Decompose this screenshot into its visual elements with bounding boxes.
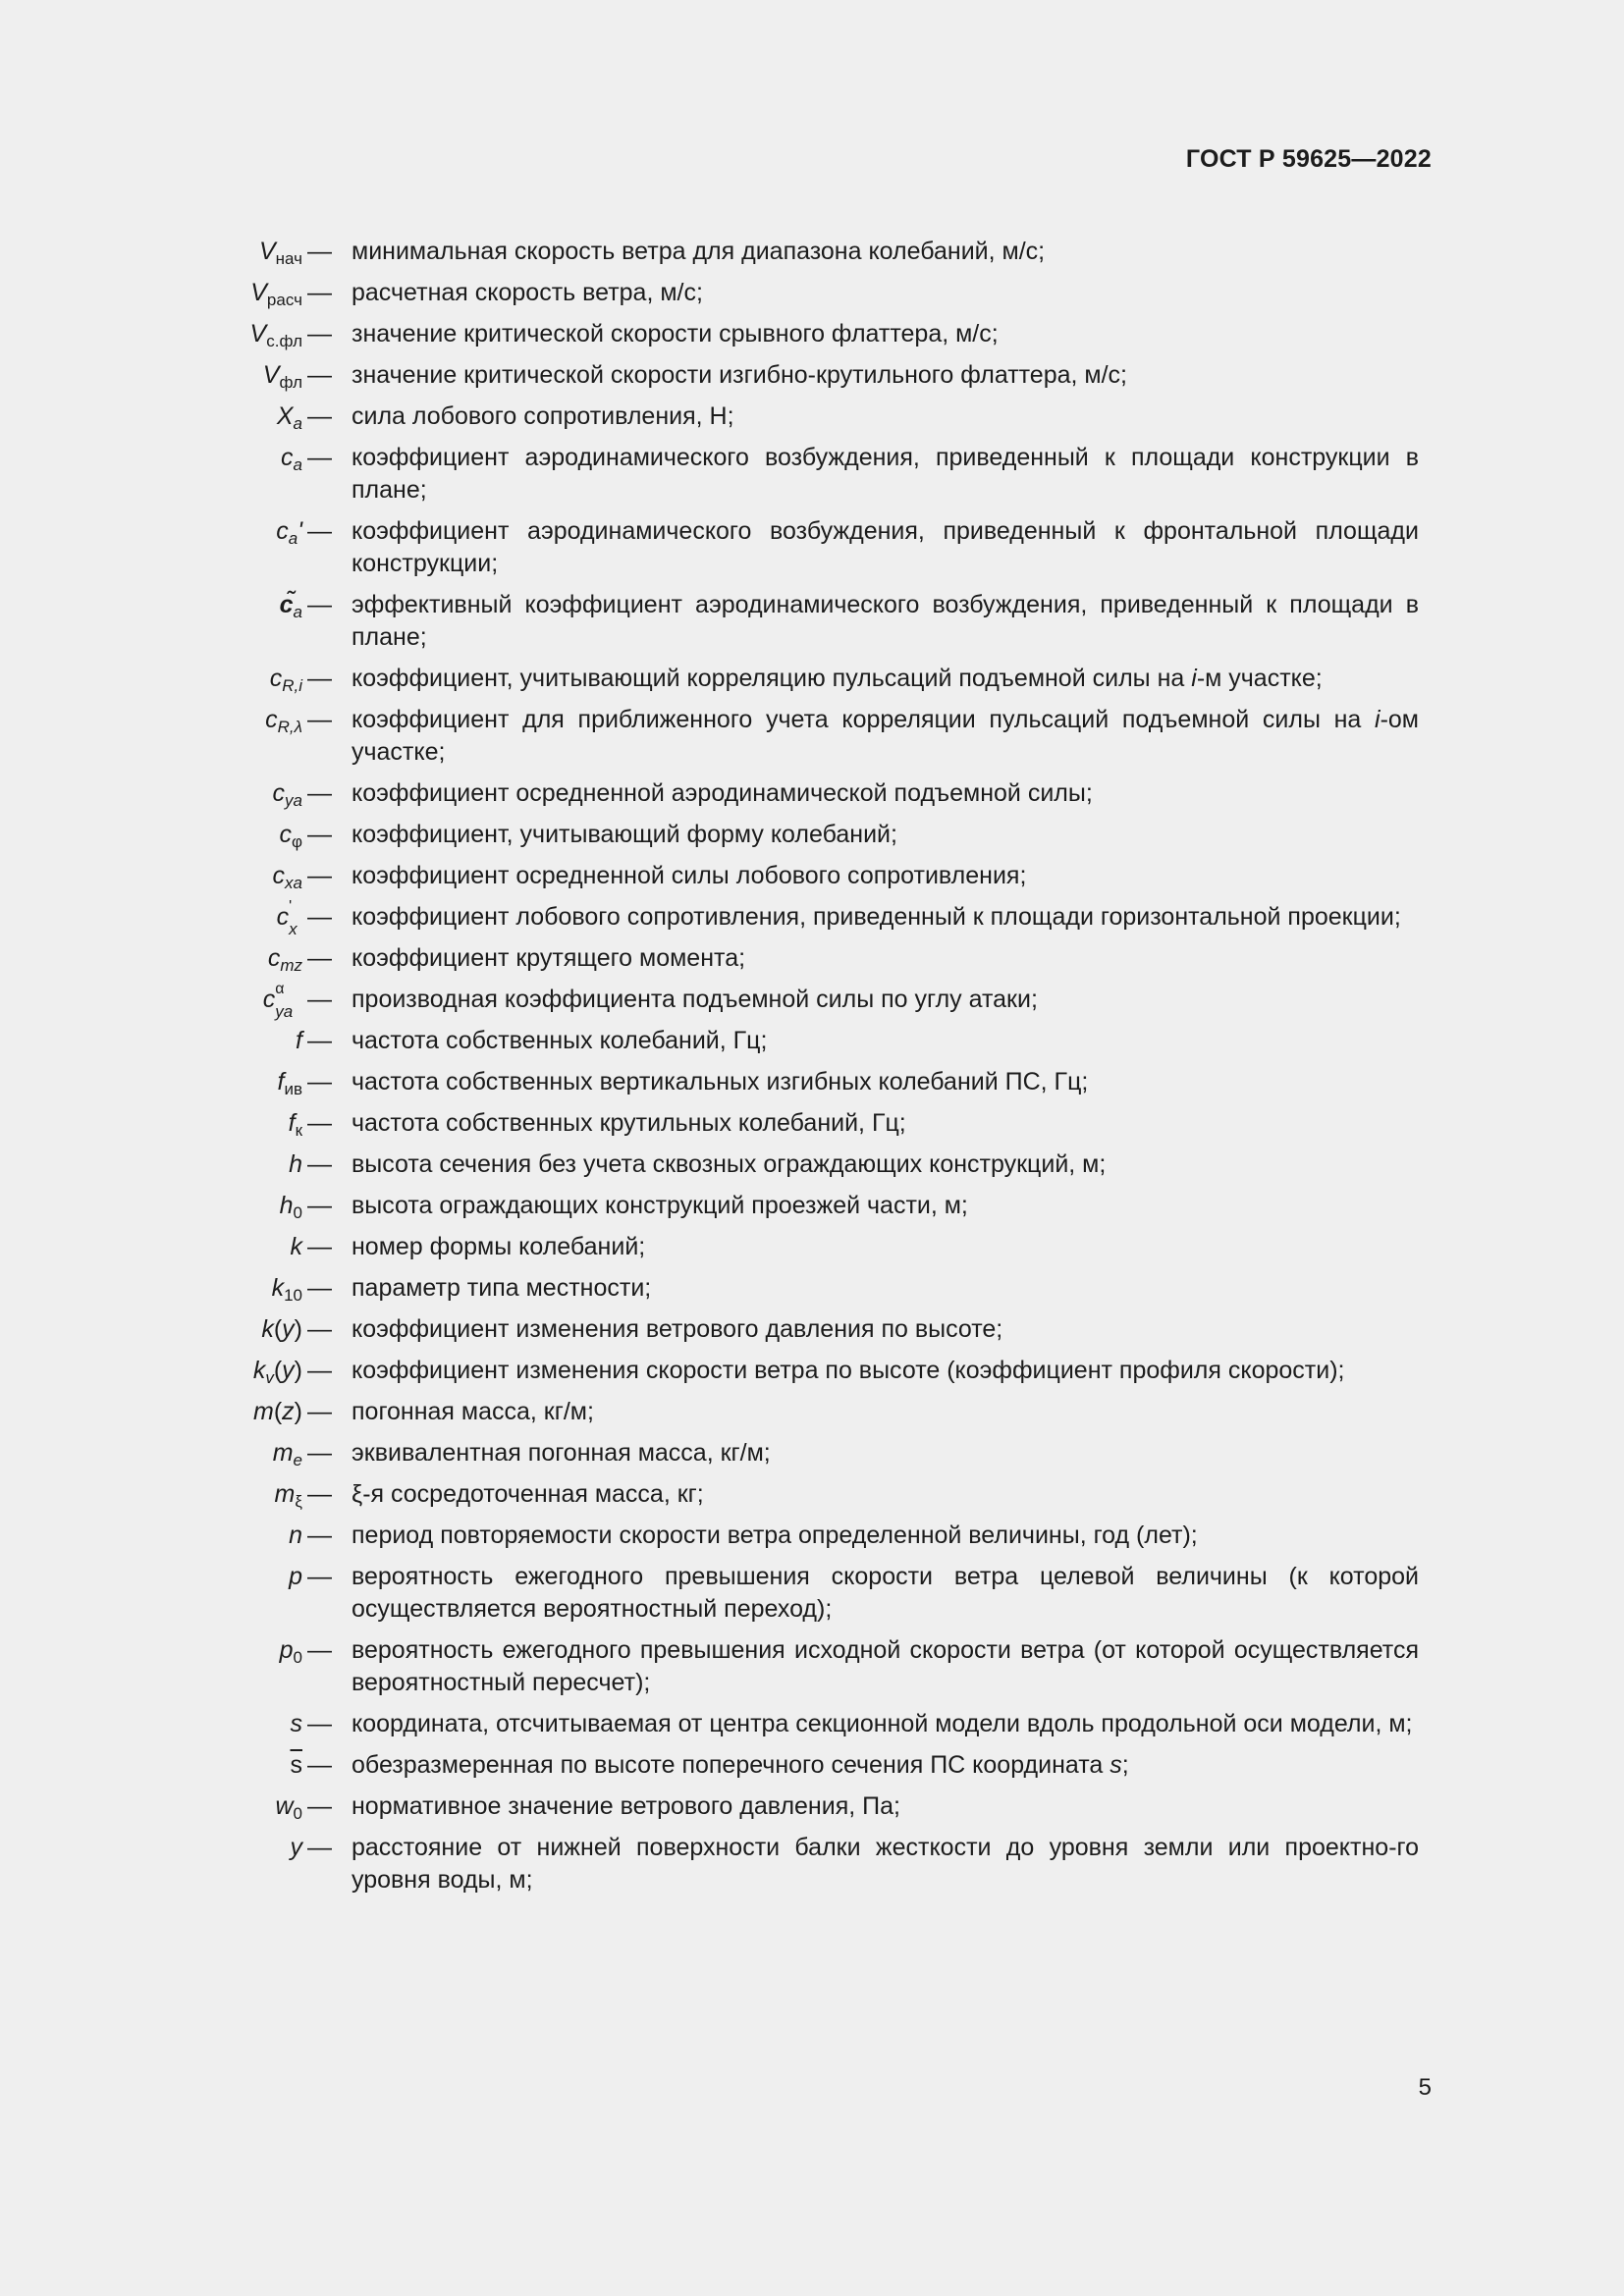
definition-text: коэффициент изменения скорости ветра по высоте (коэффициент профиля скорости); [352,1357,1345,1384]
definition-dash: — [307,1636,332,1664]
definition-row [211,1478,1419,1511]
definition-text: производная коэффициента подъемной силы по углу атаки; [352,986,1038,1013]
definition-dash: — [307,1751,332,1779]
definition-text: координата, отсчитываемая от центра секционной модели вдоль продольной оси модели, м; [352,1710,1413,1737]
document-header: ГОСТ Р 59625—2022 [1185,145,1432,173]
definition-row [211,1107,1419,1140]
definition-symbol: $V_{с.фл}$ [249,320,302,350]
definition-text: значение критической скорости срывного флаттера, м/с; [352,320,999,347]
definition-text: эффективный коэффициент аэродинамического возбуждения, приведенный к площади в плане; [352,591,1419,651]
definition-symbol: $V_{расч}$ [250,279,302,309]
definition-row [211,860,1419,892]
definition-dash: — [307,1068,332,1095]
definition-symbol: $f_к$ [288,1109,302,1140]
definition-symbol: $c_a'$ [276,517,302,548]
definition-symbol: $c_{R,i}$ [269,665,302,695]
definition-dash: — [307,1522,332,1549]
definition-text: вероятность ежегодного превышения исходной скорости ветра (от которой осуществляется вероятностный пересчет); [352,1636,1419,1696]
definition-row [211,442,1419,507]
definition-text: расстояние от нижней поверхности балки жесткости до уровня земли или проектно-го уровня воды, м; [352,1834,1419,1894]
definition-row [211,1148,1419,1181]
definition-text: сила лобового сопротивления, Н; [352,402,734,430]
definition-symbol: $f_{ив}$ [277,1068,302,1098]
definition-text: минимальная скорость ветра для диапазона колебаний, м/с; [352,238,1046,265]
definition-row [211,1708,1419,1740]
definition-row [211,236,1419,268]
definition-dash: — [307,1480,332,1508]
definition-text: коэффициент изменения ветрового давления по высоте; [352,1315,1003,1343]
definition-symbol: $\overline{s}$ [290,1751,302,1779]
definition-text: частота собственных крутильных колебаний, Гц; [352,1109,906,1137]
definition-text: коэффициент крутящего момента; [352,944,746,972]
definitions-list [211,236,1419,1905]
definition-dash: — [307,361,332,389]
definition-row [211,704,1419,769]
definition-symbol: $h_0$ [279,1192,302,1222]
definition-row [211,318,1419,350]
definition-row [211,1190,1419,1222]
definition-row [211,277,1419,309]
definition-dash: — [307,779,332,807]
definition-row [211,942,1419,975]
definition-text: коэффициент лобового сопротивления, приведенный к площади горизонтальной проекции; [352,903,1401,931]
definition-symbol: $V_{фл}$ [262,361,302,392]
definition-symbol: $p_0$ [279,1636,302,1667]
definition-dash: — [307,986,332,1013]
definition-dash: — [307,1792,332,1820]
definition-symbol: k(y) [261,1315,302,1343]
definition-row [211,777,1419,810]
definition-dash: — [307,1710,332,1737]
definition-row [211,1749,1419,1782]
definition-text: коэффициент осредненной силы лобового сопротивления; [352,862,1027,889]
definition-row [211,589,1419,654]
definition-symbol: $c̃_a$ [279,591,302,621]
definition-dash: — [307,591,332,618]
definition-dash: — [307,1439,332,1467]
definition-dash: — [307,1233,332,1260]
definition-symbol: m(z) [253,1398,302,1425]
definition-row [211,1355,1419,1387]
definition-text: частота собственных вертикальных изгибных колебаний ПС, Гц; [352,1068,1089,1095]
definition-dash: — [307,862,332,889]
definition-symbol: $X_a$ [276,402,302,433]
definition-row [211,1832,1419,1896]
definition-row [211,515,1419,580]
definition-row [211,1437,1419,1469]
definition-text: коэффициент осредненной аэродинамической подъемной силы; [352,779,1093,807]
definition-symbol: k [290,1233,302,1260]
definition-row [211,1396,1419,1428]
definition-dash: — [307,279,332,306]
definition-row [211,1272,1419,1305]
definition-dash: — [307,1315,332,1343]
definition-row [211,819,1419,851]
definition-dash: — [307,320,332,347]
definition-symbol: $c_a$ [281,444,302,474]
definition-row [211,663,1419,695]
definition-symbol: f [296,1027,302,1054]
definition-text: ξ-я сосредоточенная масса, кг; [352,1480,704,1508]
definition-dash: — [307,444,332,471]
definition-row [211,1231,1419,1263]
definition-text: параметр типа местности; [352,1274,652,1302]
definition-text: расчетная скорость ветра, м/с; [352,279,703,306]
definition-dash: — [307,1357,332,1384]
definition-symbol: $c_{R,\lambda}$ [265,706,302,736]
definition-symbol: $c_{xa}$ [272,862,302,892]
definition-symbol: $V_{нач}$ [258,238,302,268]
definition-row [211,1790,1419,1823]
definition-row [211,359,1419,392]
definition-row [211,898,1419,938]
definition-text: частота собственных колебаний, Гц; [352,1027,768,1054]
definition-dash: — [307,944,332,972]
definition-dash: — [307,1834,332,1861]
definition-symbol: h [289,1150,302,1178]
definition-text: коэффициент, учитывающий форму колебаний; [352,821,897,848]
definition-text: вероятность ежегодного превышения скорости ветра целевой величины (к которой осуществляется вероятностный переход); [352,1563,1419,1623]
definition-row [211,1561,1419,1626]
definition-symbol: $k_v(y)$ [252,1357,302,1387]
definition-symbol: p [289,1563,302,1590]
definition-row [211,1025,1419,1057]
definition-text: погонная масса, кг/м; [352,1398,594,1425]
definition-text: коэффициент аэродинамического возбуждения, приведенный к площади конструкции в плане; [352,444,1419,504]
definition-text: нормативное значение ветрового давления, Па; [352,1792,900,1820]
definition-row [211,1066,1419,1098]
definition-dash: — [307,706,332,733]
definition-symbol: c α ya [262,981,294,1021]
definition-symbol: y [290,1834,302,1861]
definition-symbol: $w_0$ [275,1792,302,1823]
definition-symbol: c ' x [276,898,298,938]
definition-dash: — [307,1027,332,1054]
definition-symbol: $c_{ya}$ [272,779,302,810]
definition-text: коэффициент, учитывающий корреляцию пульсаций подъемной силы на i-м участке; [352,665,1323,692]
definition-text: эквивалентная погонная масса, кг/м; [352,1439,771,1467]
definition-symbol: s [290,1710,302,1737]
definition-row [211,1634,1419,1699]
definition-dash: — [307,1563,332,1590]
definition-dash: — [307,665,332,692]
definition-symbol: $m_\xi$ [274,1480,302,1511]
definition-dash: — [307,238,332,265]
definition-symbol: $m_e$ [272,1439,302,1469]
definition-symbol: $k_{10}$ [271,1274,302,1305]
definition-dash: — [307,517,332,545]
definition-dash: — [307,821,332,848]
definition-text: номер формы колебаний; [352,1233,646,1260]
definition-dash: — [307,1274,332,1302]
definition-text: обезразмеренная по высоте поперечного сечения ПС координата s; [352,1751,1129,1779]
definition-text: период повторяемости скорости ветра определенной величины, год (лет); [352,1522,1198,1549]
definition-text: высота сечения без учета сквозных ограждающих конструкций, м; [352,1150,1107,1178]
definition-symbol: $c_{mz}$ [267,944,302,975]
definition-dash: — [307,1192,332,1219]
definition-row [211,1520,1419,1552]
definition-text: высота ограждающих конструкций проезжей части, м; [352,1192,968,1219]
definition-dash: — [307,1150,332,1178]
definition-text: значение критической скорости изгибно-крутильного флаттера, м/с; [352,361,1127,389]
definition-row [211,1313,1419,1346]
definition-text: коэффициент аэродинамического возбуждения, приведенный к фронтальной площади конструкции; [352,517,1419,577]
definition-symbol: n [289,1522,302,1549]
definition-row [211,400,1419,433]
definition-dash: — [307,1109,332,1137]
definition-text: коэффициент для приближенного учета корреляции пульсаций подъемной силы на i-ом участке; [352,706,1419,766]
definition-dash: — [307,402,332,430]
definition-dash: — [307,1398,332,1425]
definition-symbol: $c_\varphi$ [279,821,302,851]
page-number: 5 [1418,2074,1432,2101]
definition-dash: — [307,903,332,931]
definition-row [211,981,1419,1021]
